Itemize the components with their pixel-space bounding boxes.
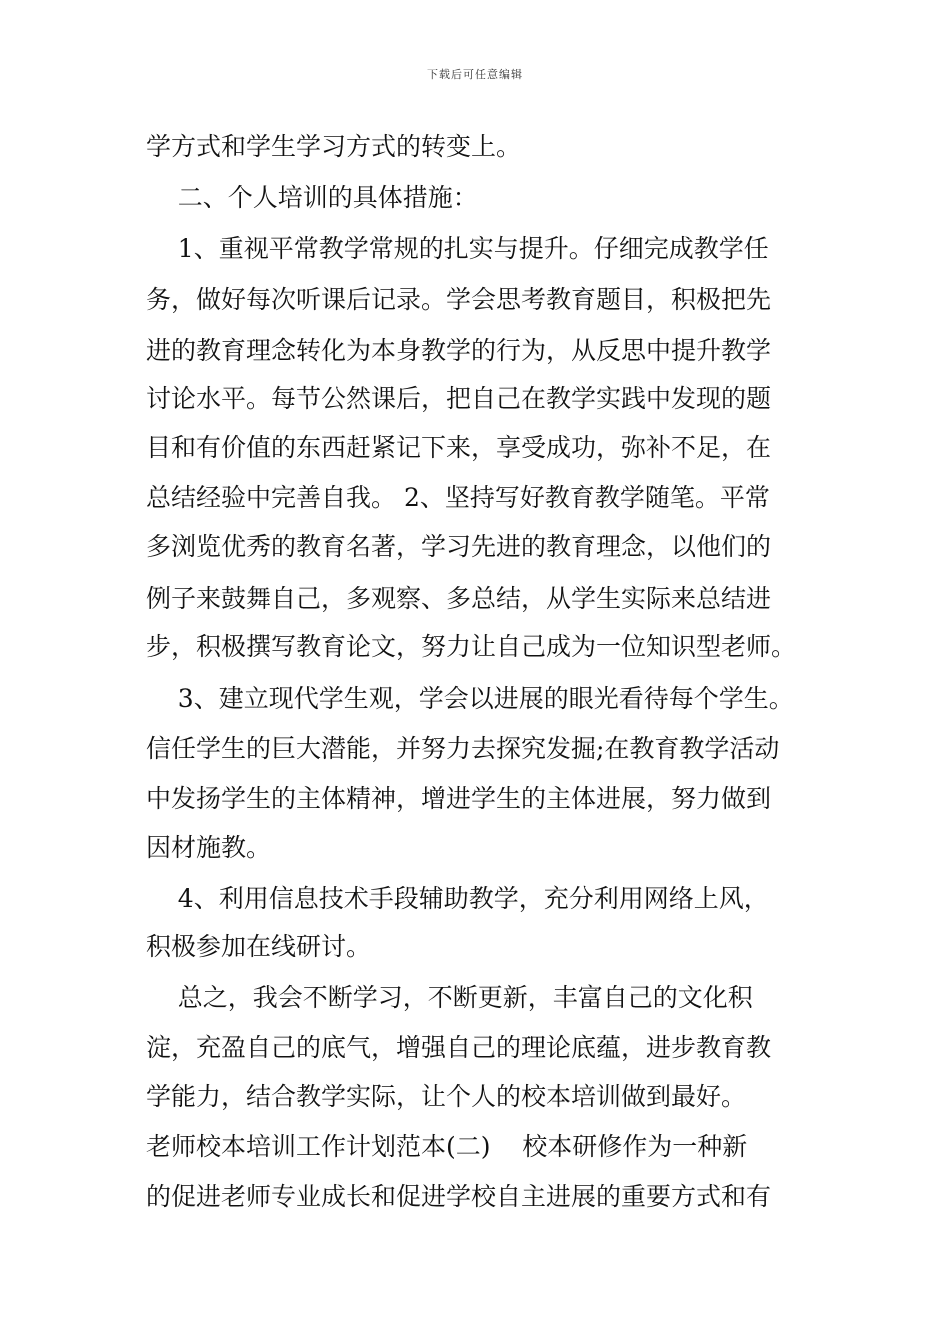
text-line: 淀，充盈自己的底气，增强自己的理论底蕴，进步教育教 [146,1033,772,1062]
text-line: 步，积极撰写教育论文，努力让自己成为一位知识型老师。 [146,632,797,661]
text-line: 例子来鼓舞自己，多观察、多总结，从学生实际来总结进 [146,584,772,613]
text-line: 1、重视平常教学常规的扎实与提升。仔细完成教学任 [146,234,769,263]
text-line: 讨论水平。每节公然课后，把自己在教学实践中发现的题 [146,384,772,413]
text-line: 学方式和学生学习方式的转变上。 [146,132,522,161]
text-line: 总结经验中完善自我。 2、坚持写好教育教学随笔。平常 [146,483,770,512]
text-line: 学能力，结合教学实际，让个人的校本培训做到最好。 [146,1082,747,1111]
text-line: 中发扬学生的主体精神，增进学生的主体进展，努力做到 [146,784,772,813]
text-line: 信任学生的巨大潜能，并努力去探究发掘;在教育教学活动 [146,734,780,763]
text-line: 总之，我会不断学习，不断更新，丰富自己的文化积 [146,983,753,1012]
text-line: 的促进老师专业成长和促进学校自主进展的重要方式和有 [146,1182,772,1211]
text-line: 进的教育理念转化为本身教学的行为，从反思中提升教学 [146,336,772,365]
text-line: 多浏览优秀的教育名著，学习先进的教育理念，以他们的 [146,532,772,561]
header-note: 下载后可任意编辑 [427,68,523,81]
text-line: 务，做好每次听课后记录。学会思考教育题目，积极把先 [146,285,772,314]
text-line: 目和有价值的东西赶紧记下来，享受成功，弥补不足，在 [146,433,772,462]
text-line: 因材施教。 [146,833,272,862]
text-line: 4、利用信息技术手段辅助教学，充分利用网络上风， [146,884,769,913]
text-line: 老师校本培训工作计划范本(二) 校本研修作为一种新 [146,1132,748,1161]
text-line: 二、个人培训的具体措施： [146,183,478,212]
text-line: 3、建立现代学生观，学会以进展的眼光看待每个学生。 [146,684,794,713]
text-line: 积极参加在线研讨。 [146,932,372,961]
